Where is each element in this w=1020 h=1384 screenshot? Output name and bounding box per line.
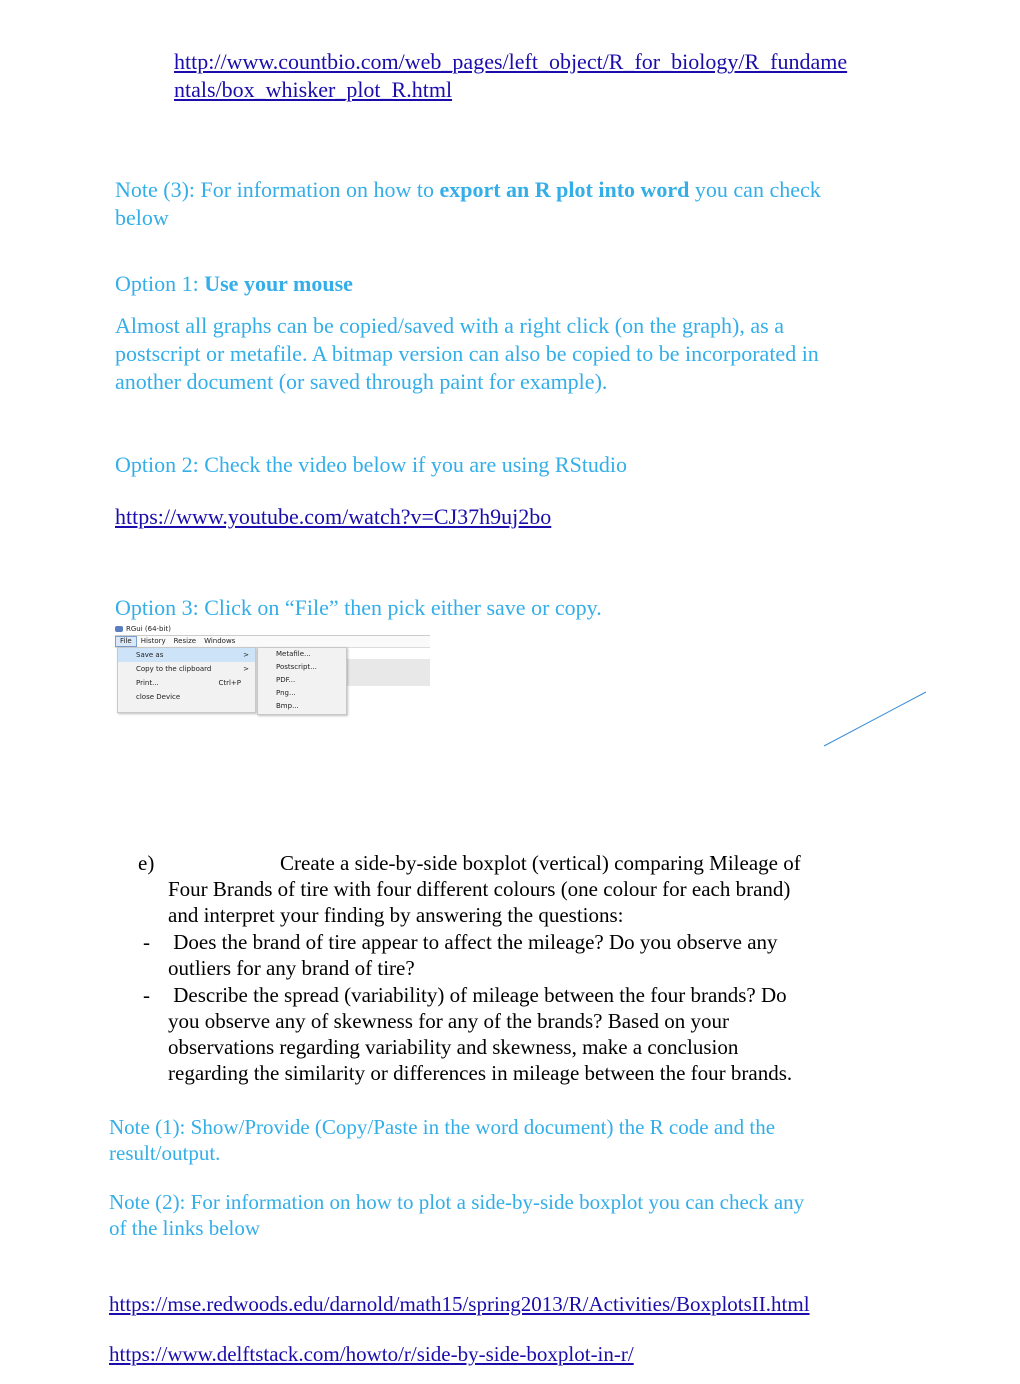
countbio-link-line2: ntals/box_whisker_plot_R.html <box>174 77 453 102</box>
menu-item-print[interactable] <box>118 676 255 690</box>
menu-item-label: Save as <box>136 651 164 659</box>
note-1-line1: Note (1): Show/Provide (Copy/Paste in the word document) the R code and the <box>109 1115 776 1139</box>
note-3-suffix: you can check <box>689 177 821 202</box>
menu-item-shortcut: Ctrl+P <box>218 679 241 687</box>
option-1-line3: another document (or saved through paint for example). <box>115 369 608 394</box>
menu-item-label: Print... <box>136 679 159 687</box>
rgui-console-background <box>347 659 430 686</box>
submenu-item-postscript[interactable]: Postscript... <box>276 663 317 671</box>
bullet-2-line1: Describe the spread (variability) of mileage between the four brands? Do <box>173 983 787 1007</box>
save-as-submenu <box>257 647 347 715</box>
bullet-2-text <box>168 982 888 1086</box>
option-1-line1: Almost all graphs can be copied/saved with a right click (on the graph), as a <box>115 313 784 338</box>
note-2-line1: Note (2): For information on how to plot a side-by-side boxplot you can check any <box>109 1190 805 1214</box>
bullet-1-dash: - <box>143 930 150 954</box>
note-2 <box>109 1189 929 1241</box>
option-1-prefix: Option 1: <box>115 271 205 296</box>
countbio-link[interactable] <box>174 48 847 104</box>
youtube-link[interactable]: https://www.youtube.com/watch?v=CJ37h9uj2bo <box>115 504 552 529</box>
rgui-window-title: RGui (64-bit) <box>126 625 171 633</box>
bullet-1-line1: Does the brand of tire appear to affect the mileage? Do you observe any <box>173 930 778 954</box>
note-3 <box>115 176 915 232</box>
menu-item-label: close Device <box>136 693 181 701</box>
r-logo-icon <box>115 626 123 632</box>
bullet-1-text <box>168 929 888 981</box>
countbio-link-line1: http://www.countbio.com/web_pages/left_object/R_for_biology/R_fundame <box>174 49 848 74</box>
bullet-2-dash: - <box>143 983 150 1007</box>
redwoods-link[interactable]: https://mse.redwoods.edu/darnold/math15/spring2013/R/Activities/BoxplotsII.html <box>109 1292 810 1316</box>
note-2-line2: of the links below <box>109 1216 261 1240</box>
menu-item-save-as[interactable] <box>118 648 255 662</box>
chevron-right-icon: > <box>243 665 249 673</box>
rgui-title-bar <box>115 623 171 635</box>
delftstack-link[interactable]: https://www.delftstack.com/howto/r/side-by-side-boxplot-in-r/ <box>109 1342 634 1366</box>
note-3-line2: below <box>115 205 169 230</box>
question-e-line3: and interpret your finding by answering the questions: <box>168 903 624 927</box>
question-e-continued <box>168 876 888 928</box>
question-e-line2: Four Brands of tire with four different colours (one colour for each brand) <box>168 877 791 901</box>
file-dropdown <box>117 647 256 713</box>
option-1-bold: Use your mouse <box>204 271 353 296</box>
chevron-right-icon: > <box>243 651 249 659</box>
bullet-2-line3: observations regarding variability and skewness, make a conclusion <box>168 1035 739 1059</box>
bullet-1-line2: outliers for any brand of tire? <box>168 956 415 980</box>
note-1-line2: result/output. <box>109 1141 221 1165</box>
option-1-heading <box>115 270 353 298</box>
question-e-label: e) <box>138 851 155 875</box>
question-e-line1: Create a side-by-side boxplot (vertical) comparing Mileage of <box>280 851 801 875</box>
menu-resize[interactable]: Resize <box>173 637 197 645</box>
menu-windows[interactable]: Windows <box>204 637 236 645</box>
option-1-body <box>115 312 935 396</box>
diagonal-line <box>820 688 930 750</box>
rgui-screenshot <box>115 623 430 713</box>
note-1 <box>109 1114 929 1166</box>
submenu-item-pdf[interactable]: PDF... <box>276 676 296 684</box>
submenu-item-bmp[interactable]: Bmp... <box>276 702 299 710</box>
note-3-prefix: Note (3): For information on how to <box>115 177 440 202</box>
note-3-bold: export an R plot into word <box>439 177 690 202</box>
bullet-2-line4: regarding the similarity or differences in mileage between the four brands. <box>168 1061 793 1085</box>
menu-file[interactable]: File <box>115 636 137 647</box>
menu-item-copy-clipboard[interactable] <box>118 662 255 676</box>
menu-item-label: Copy to the clipboard <box>136 665 212 673</box>
option-3-text: Option 3: Click on “File” then pick either save or copy. <box>115 595 602 620</box>
option-2-text: Option 2: Check the video below if you are using RStudio <box>115 452 628 477</box>
submenu-item-metafile[interactable]: Metafile... <box>276 650 311 658</box>
menu-item-close-device[interactable] <box>118 690 255 704</box>
menu-history[interactable]: History <box>140 637 166 645</box>
option-1-line2: postscript or metafile. A bitmap version can also be copied to be incorporated in <box>115 341 819 366</box>
bullet-2-line2: you observe any of skewness for any of the brands? Based on your <box>168 1009 730 1033</box>
submenu-item-png[interactable]: Png... <box>276 689 296 697</box>
